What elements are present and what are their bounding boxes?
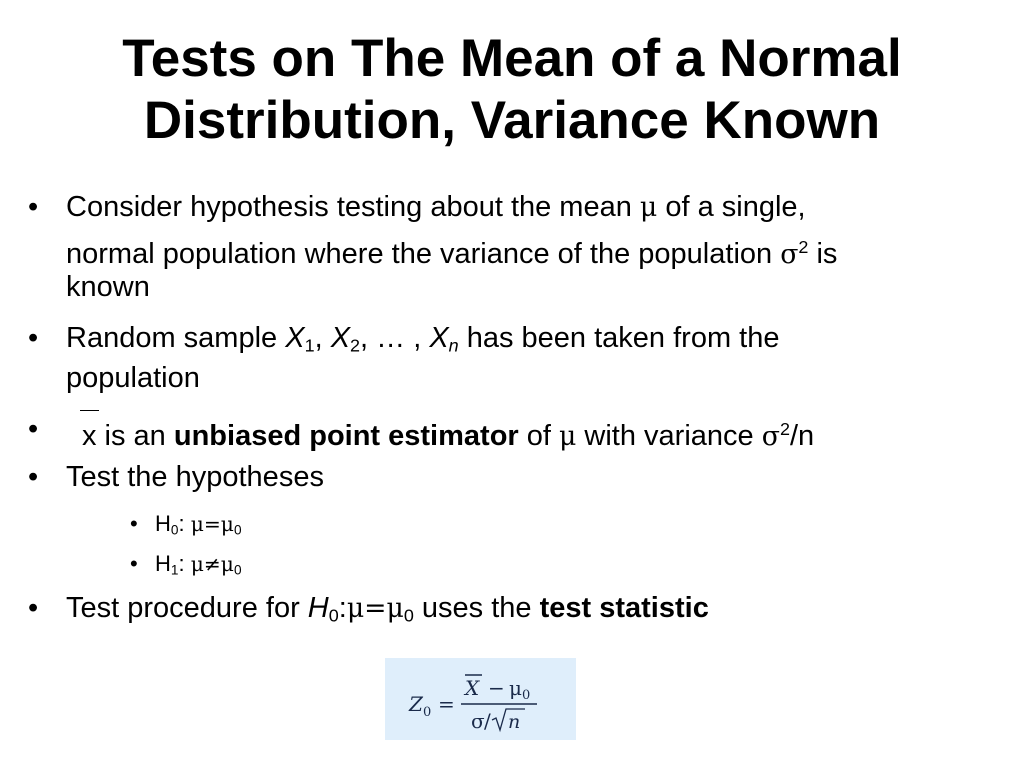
bullet-4-line-1: Test the hypotheses: [66, 461, 324, 493]
formula-svg: [385, 658, 576, 740]
bullet-1-line-2: normal population where the variance of the population $\sigma^2$ is: [66, 237, 838, 270]
x-bar-symbol: x: [82, 416, 97, 456]
title-line-1: Tests on The Mean of a Normal: [122, 29, 902, 88]
sub-bullet-dot: •: [130, 511, 138, 536]
bullet-2-line-2: population: [66, 362, 200, 394]
numerator-x: X: [465, 676, 480, 700]
z-subscript: 0: [423, 705, 432, 720]
denominator-sigma: σ: [471, 709, 485, 733]
numerator-mu-subscript: 0: [522, 688, 531, 703]
bullet-1-line-1: Consider hypothesis testing about the mean μ of a single,: [66, 191, 806, 223]
bullet-dot: •: [28, 322, 39, 354]
bullet-3-line-1: x is an unbiased point estimator of μ with variance $\sigma^2/n$: [82, 409, 814, 457]
sigma-symbol: σ: [780, 238, 799, 270]
denominator-n: n: [508, 711, 521, 733]
title-line-2: Distribution, Variance Known: [143, 91, 881, 150]
hypothesis-h0: $H_0$: $\mu=\mu_0$: [155, 511, 242, 538]
bullet-dot: •: [28, 191, 39, 223]
bullet-dot: •: [28, 461, 39, 493]
bullet-dot: •: [28, 413, 39, 445]
equals-sign: =: [438, 692, 455, 716]
test-statistic-formula: [385, 658, 576, 740]
mu-symbol: μ: [639, 192, 658, 223]
numerator-mu: μ: [509, 676, 522, 700]
hypothesis-h1: $H_1$: $\mu\ne\mu_0$: [155, 551, 242, 578]
bullet-5-line-1: Test procedure for $H_0:\mu=\mu_0$ uses the test statistic: [66, 592, 709, 626]
z-symbol: Z: [409, 692, 423, 716]
bullet-dot: •: [28, 592, 39, 624]
numerator-minus: −: [488, 676, 505, 700]
bullet-2-line-1: Random sample $X_1$, $X_2$, … , $X_n$ has been taken from the: [66, 322, 780, 356]
sub-bullet-dot: •: [130, 551, 138, 576]
bullet-1-line-3: known: [66, 271, 150, 303]
denominator-slash: /: [484, 709, 491, 733]
